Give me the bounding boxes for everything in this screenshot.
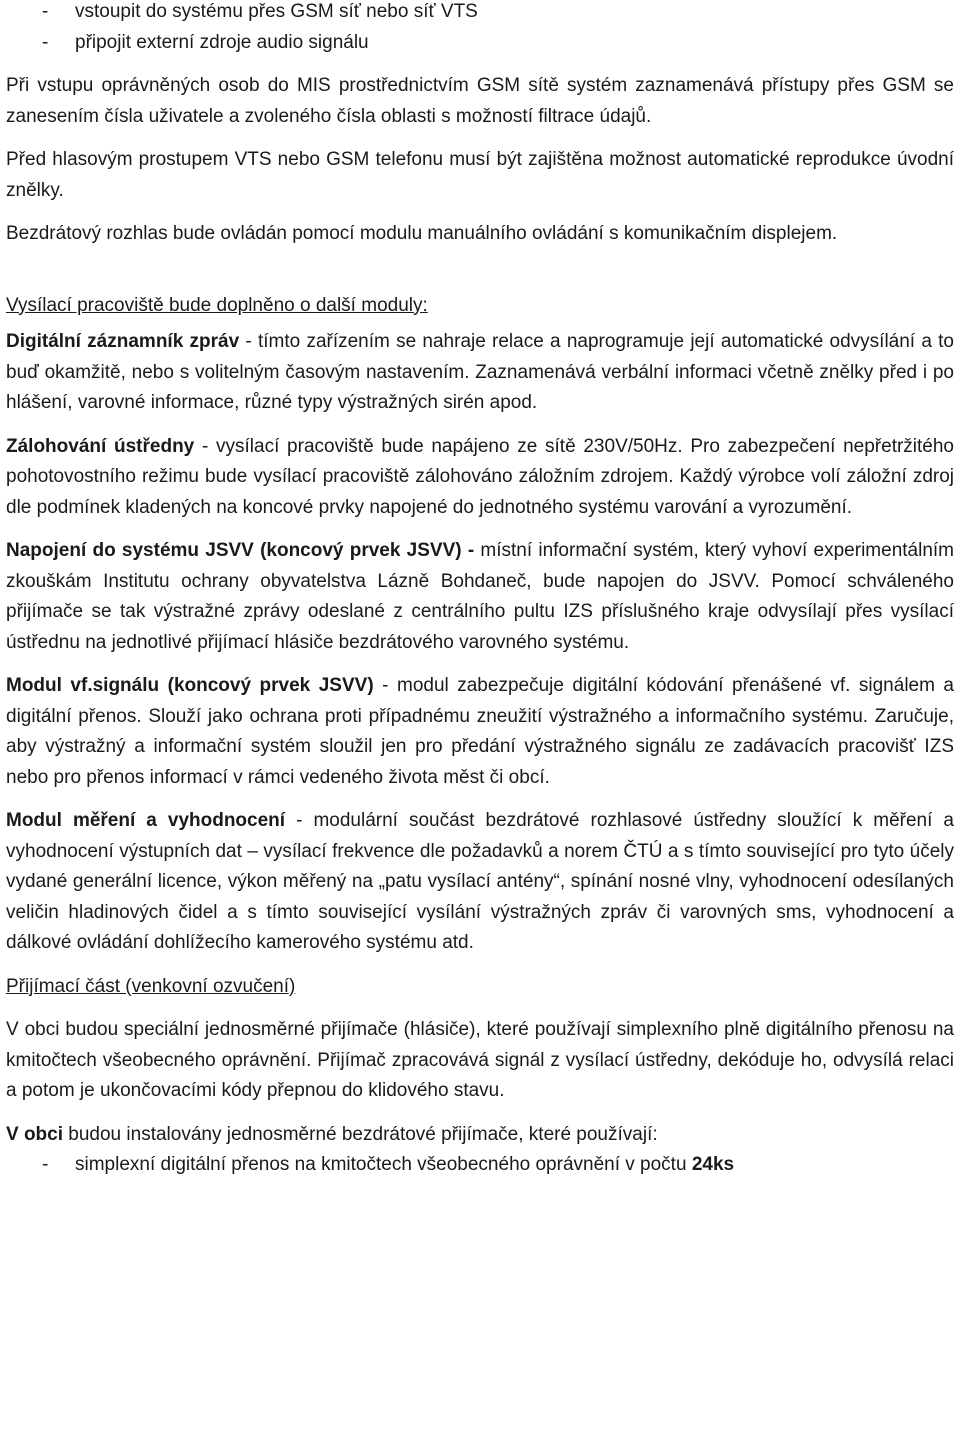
list-item (6, 28, 954, 59)
list-dash: - (42, 31, 49, 53)
list-item (6, 0, 954, 28)
text-measurement-module: - modulární součást bezdrátové rozhlasové ústředny sloužící k měření a vyhodnocení výstupních dat – vysílací frekvence dle požadavků a norem ČTÚ a s tímto související pro tyto účely vydané generální licence, výkon měřený na „patu vysílací antény“, spínání nosné vlny, vyhodnocení odesílaných veličin hladinových čidel a s tímto související vysílání výstražných zpráv či varovných sms, vyhodnocení a dálkové ovládání dohlížecího kamerového systému atd. (6, 810, 954, 953)
text-jsvv-connection: místní informační systém, který vyhoví experimentálním zkouškám Institutu ochrany obyvatelstva Lázně Bohdaneč, bude napojen do JSVV. Pomocí schváleného přijímače se tak výstražné zprávy odeslané z centrálního pultu IZS příslušného kraje odvysílají přes vysílací ústřednu na jednotlivé přijímací hlásiče bezdrátového varovného systému. (6, 540, 955, 653)
paragraph-measurement-module (6, 806, 954, 959)
list-dash: - (42, 1, 49, 22)
paragraph-intro-jingle: Před hlasovým prostupem VTS nebo GSM telefonu musí být zajištěna možnost automatické reprodukce úvodní znělky. (6, 149, 954, 201)
term-backup-power: Zálohování ústředny (6, 435, 195, 457)
text-simplex-transmission: simplexní digitální přenos na kmitočtech všeobecného oprávnění v počtu (75, 1154, 692, 1175)
paragraph-backup-power (6, 432, 954, 524)
paragraph-jsvv-connection (6, 536, 954, 658)
text-backup-power: - vysílací pracoviště bude napájeno ze sítě 230V/50Hz. Pro zabezpečení nepřetržitého pohotovostního režimu bude vysílací pracoviště zálohováno záložním zdrojem. Každý výrobce volí záložní zdroj dle podmínek kladených na koncové prvky napojené do jednotného systému varování a vyrozumění. (6, 435, 955, 518)
paragraph-gsm-access: Při vstupu oprávněných osob do MIS prostřednictvím GSM sítě systém zaznamenává přístupy přes GSM se zanesením čísla uživatele a zvoleného čísla oblasti s možností filtrace údajů. (6, 75, 954, 127)
list-dash: - (42, 1154, 49, 1175)
paragraph-rf-module (6, 671, 954, 793)
paragraph-installation (6, 1120, 954, 1151)
list-item-text: připojit externí zdroje audio signálu (75, 31, 369, 53)
term-digital-recorder: Digitální záznamník zpráv (6, 331, 240, 352)
term-rf-module: Modul vf.signálu (koncový prvek JSVV) (6, 675, 374, 696)
list-item-text (75, 1150, 954, 1181)
paragraph-receivers: V obci budou speciální jednosměrné přijímače (hlásiče), které používají simplexního plně digitálního přenosu na kmitočtech všeobecného oprávnění. Přijímač zpracovává signál z vysílací ústředny, dekóduje ho, odvysílá relaci a potom je ukončovacími kódy přepnou do klidového stavu. (6, 1019, 954, 1101)
term-in-village: V obci (6, 1123, 64, 1145)
term-count: 24ks (691, 1154, 735, 1175)
text-rf-module: - modul zabezpečuje digitální kódování přenášené vf. signálem a digitální přenos. Slouží jako ochrana proti případnému zneužití výstražného a informačního systému. Zaručuje, aby výstražný a informační systém sloužil jen pro předání výstražného signálu ze zadávacích pracovišť IZS nebo pro přenos informací v rámci vedeného života měst či obcí. (6, 675, 955, 788)
list-item (6, 1150, 954, 1181)
paragraph-digital-recorder (6, 327, 954, 419)
section-heading-modules: Vysílací pracoviště bude doplněno o další moduly: (6, 294, 428, 316)
paragraph-wireless-control: Bezdrátový rozhlas bude ovládán pomocí modulu manuálního ovládání s komunikačním displejem. (6, 223, 838, 244)
text-digital-recorder: - tímto zařízením se nahraje relace a naprogramuje její automatické odvysílání a to buď okamžitě, nebo s volitelným časovým nastavením. Zaznamenává verbální informaci včetně znělky před i po hlášení, varovné informace, různé typy výstražných sirén apod. (6, 331, 954, 413)
term-jsvv-connection: Napojení do systému JSVV (koncový prvek JSVV) - (6, 540, 475, 561)
text-installation: budou instalovány jednosměrné bezdrátové přijímače, které používají: (63, 1123, 658, 1145)
list-item-text: vstoupit do systému přes GSM síť nebo síť VTS (75, 1, 478, 22)
section-heading-receiver: Přijímací část (venkovní ozvučení) (6, 975, 296, 997)
term-measurement-module: Modul měření a vyhodnocení (6, 810, 286, 831)
